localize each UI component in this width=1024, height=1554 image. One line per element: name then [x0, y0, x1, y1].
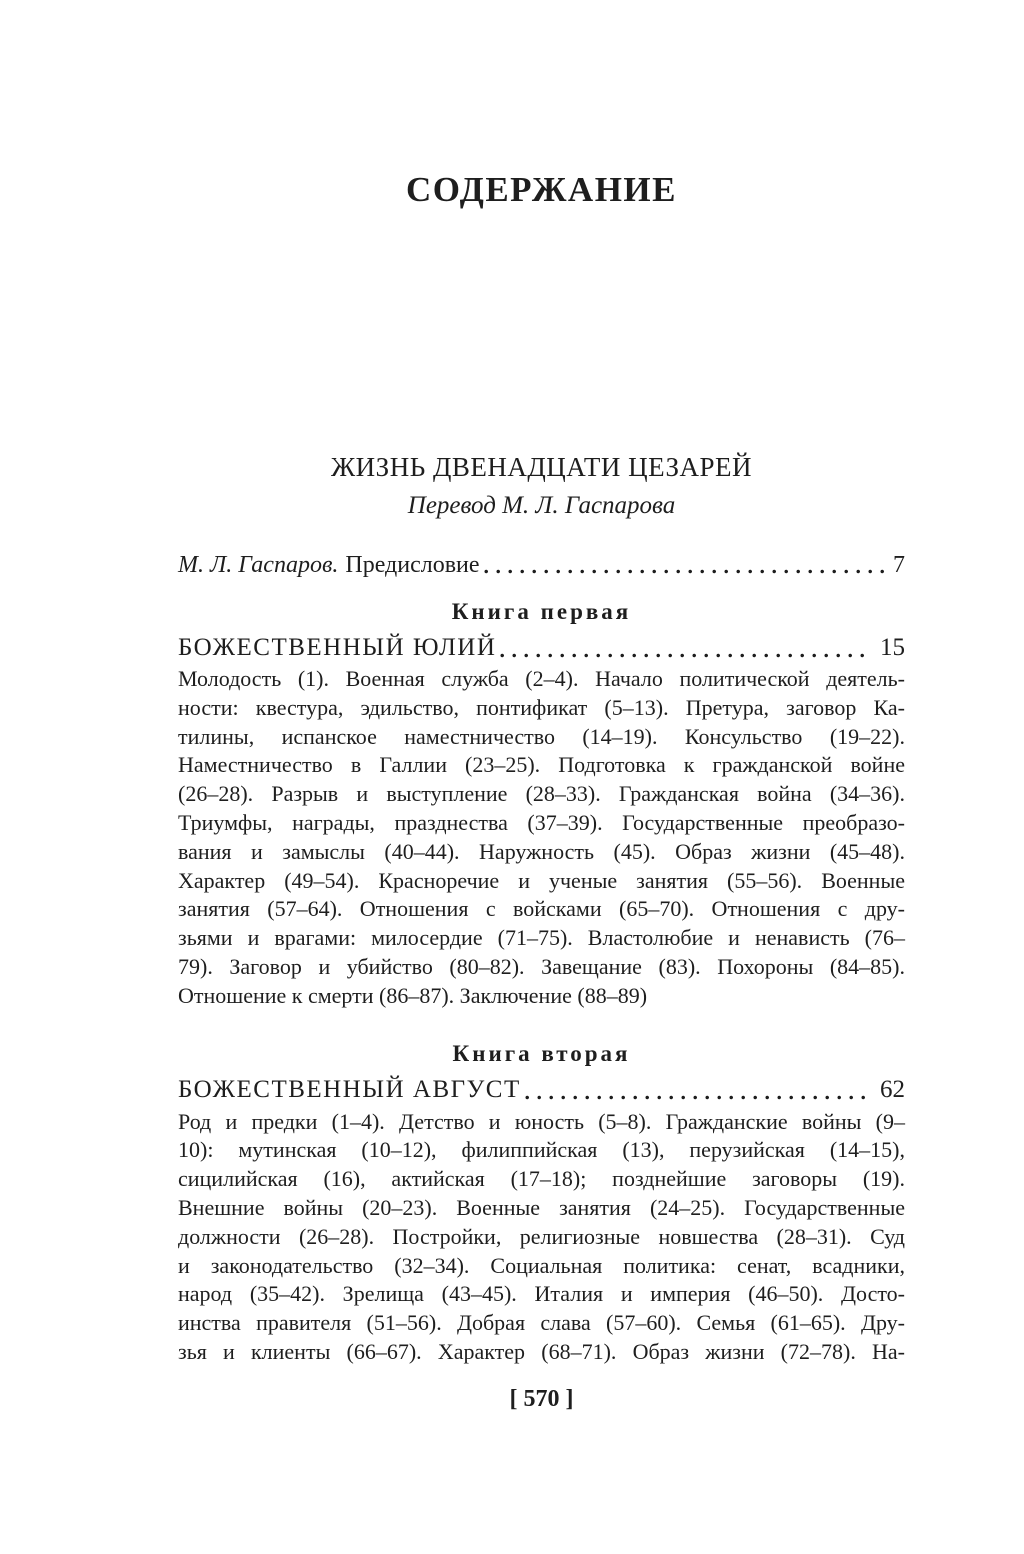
summary-line: Наместничество в Галлии (23–25). Подготовка к гражданской войне [178, 752, 905, 778]
preface-page-number: 7 [893, 552, 905, 578]
chapter-summary [178, 1108, 905, 1367]
summary-line: должности (26–28). Постройки, религиозные новшества (28–31). Суд [178, 1223, 905, 1249]
chapter-entry [178, 1075, 905, 1105]
preface-title: Предисловие [345, 552, 480, 578]
summary-line: 10): мутинская (10–12), филиппийская (13), перузийская (14–15), [178, 1137, 905, 1163]
preface-author: М. Л. Гаспаров. [178, 552, 339, 578]
work-title: ЖИЗНЬ ДВЕНАДЦАТИ ЦЕЗАРЕЙ [330, 452, 753, 482]
book-section-2 [178, 1040, 905, 1367]
dot-leader [484, 569, 885, 574]
summary-line: народ (35–42). Зрелища (43–45). Италия и империя (46–50). Досто- [178, 1281, 905, 1307]
summary-line: Характер (49–54). Красноречие и ученые занятия (55–56). Военные [178, 867, 905, 893]
summary-line: вания и замыслы (40–44). Наружность (45). Образ жизни (45–48). [178, 838, 905, 864]
summary-line: Молодость (1). Военная служба (2–4). Начало политической деятель- [178, 666, 905, 691]
summary-line: инства правителя (51–56). Добрая слава (57–60). Семья (61–65). Дру- [178, 1310, 905, 1336]
dot-leader [525, 1095, 872, 1100]
work-translator-note: Перевод М. Л. Гаспарова [407, 492, 676, 519]
summary-line: и законодательство (32–34). Социальная политика: сенат, всадники, [178, 1252, 905, 1278]
toc-entry-preface [178, 550, 905, 580]
chapter-title: БОЖЕСТВЕННЫЙ ЮЛИЙ [178, 634, 497, 661]
summary-line: тилины, испанское наместничество (14–19). Консульство (19–22). [178, 723, 905, 749]
summary-line: Род и предки (1–4). Детство и юность (5–8). Гражданские войны (9– [178, 1108, 905, 1134]
dot-leader [500, 653, 872, 658]
summary-line: зья и клиенты (66–67). Характер (68–71). Образ жизни (72–78). На- [178, 1338, 905, 1364]
book-heading: Книга вторая [452, 1040, 631, 1066]
chapter-summary [178, 665, 905, 1011]
summary-line: 79). Заговор и убийство (80–82). Завещание (83). Похороны (84–85). [178, 953, 905, 979]
summary-line: сицилийская (16), актийская (17–18); позднейшие заговоры (19). [178, 1166, 905, 1192]
summary-line: Отношение к смерти (86–87). Заключение (88–89) [178, 982, 648, 1008]
chapter-page-number: 62 [880, 1075, 905, 1103]
chapter-title: БОЖЕСТВЕННЫЙ АВГУСТ [178, 1075, 521, 1103]
summary-line: (26–28). Разрыв и выступление (28–33). Гражданская война (34–36). [178, 781, 905, 807]
summary-line: Триумфы, награды, празднества (37–39). Государственные преобразо- [178, 809, 905, 835]
summary-line: Внешние войны (20–23). Военные занятия (24–25). Государственные [178, 1194, 905, 1220]
chapter-page-number: 15 [880, 634, 905, 661]
chapter-entry [178, 633, 905, 663]
footer-page-number: [ 570 ] [509, 1385, 574, 1412]
summary-line: ности: квестура, эдильство, понтификат (5–13). Претура, заговор Ка- [178, 694, 905, 720]
book-heading: Книга первая [451, 599, 632, 624]
toc-page [178, 0, 905, 1414]
book-section-1 [178, 598, 905, 1011]
page-title: СОДЕРЖАНИЕ [405, 170, 677, 209]
summary-line: зьями и врагами: милосердие (71–75). Властолюбие и ненависть (76– [178, 925, 905, 951]
summary-line: занятия (57–64). Отношения с войсками (65–70). Отношения с дру- [178, 896, 905, 922]
